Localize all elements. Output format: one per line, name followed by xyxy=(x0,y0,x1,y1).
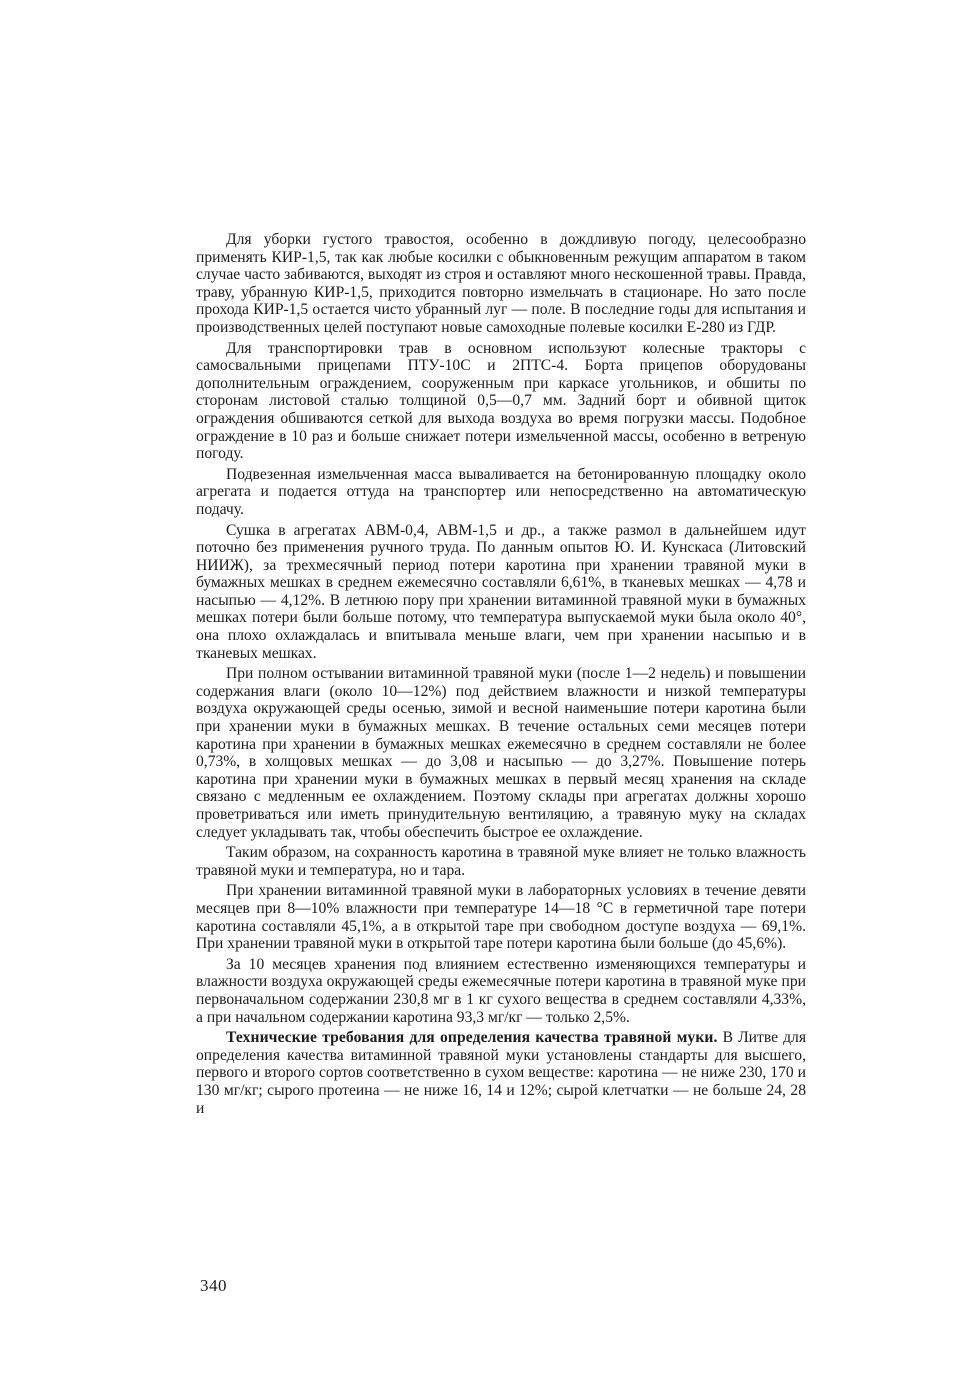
paragraph: При полном остывании витаминной травяной муки (после 1—2 недель) и повышении содержания влаги (около 10—12%) под действием влажности и низкой температуры воздуха окружающей среды осенью, зимой и весной наименьшие потери каротина были при хранении муки в бумажных мешках. В течение остальных семи месяцев потери каротина при хранении в бумажных мешках ежемесячно в среднем составляли не более 0,73%, в холщовых мешках — до 3,08 и насыпью — до 3,27%. Повышение потерь каротина при хранении муки в бумажных мешках в первый месяц хранения на складе связано с медленным ее охлаждением. Поэтому склады при агрегатах должны хорошо проветриваться или иметь принудительную вентиляцию, а травяную муку на складах следует укладывать так, чтобы обеспечить быстрое ее охлаждение. xyxy=(196,665,806,841)
paragraph: Подвезенная измельченная масса вываливается на бетонированную площадку около агрегата и подается оттуда на транспортер или непосредственно на автоматическую подачу. xyxy=(196,465,806,518)
paragraph: Сушка в агрегатах АВМ-0,4, АВМ-1,5 и др., а также размол в дальнейшем идут поточно без применения ручного труда. По данным опытов Ю. И. Кунскаса (Литовский НИИЖ), за трехмесячный период потери каротина при хранении травяной муки в бумажных мешках в среднем ежемесячно составляли 6,61%, в тканевых мешках — 4,78 и насыпью — 4,12%. В летнюю пору при хранении витаминной травяной муки в бумажных мешках потери были больше потому, что температура выпускаемой муки была около 40°, она плохо охлаждалась и впитывала меньше влаги, чем при хранении насыпью и в тканевых мешках. xyxy=(196,521,806,662)
page-number: 340 xyxy=(200,1276,227,1295)
paragraph: Для уборки густого травостоя, особенно в дождливую погоду, целесообразно применять КИР-1,5, так как любые косилки с обыкновенным режущим аппаратом в таком случае часто забиваются, выходят из строя и оставляют много нескошенной травы. Правда, траву, убранную КИР-1,5, приходится повторно измельчать в стационаре. Но зато после прохода КИР-1,5 остается чисто убранный луг — поле. В последние годы для испытания и производственных целей поступают новые самоходные полевые косилки Е-280 из ГДР. xyxy=(196,231,806,336)
section-text: В Литве для определения качества витаминной травяной муки установлены стандарты для высшего, первого и второго сортов соответственно в сухом веществе: каротина — не ниже 230, 170 и 130 мг/кг; сырого протеина — не ниже 16, 14 и 12%; сырой клетчатки — не больше 24, 28 и xyxy=(196,1029,806,1117)
paragraph: При хранении витаминной травяной муки в лабораторных условиях в течение девяти месяцев при 8—10% влажности при температуре 14—18 °C в герметичной таре потери каротина составляли 45,1%, а в открытой таре при свободном доступе воздуха — 69,1%. При хранении травяной муки в открытой таре потери каротина были больше (до 45,6%). xyxy=(196,882,806,953)
paragraph: Для транспортировки трав в основном используют колесные тракторы с самосвальными прицепами ПТУ-10С и 2ПТС-4. Борта прицепов оборудованы дополнительным ограждением, сооруженным при каркасе угольников, и обшиты по сторонам листовой сталью толщиной 0,5—0,7 мм. Задний борт и обивной щиток ограждения обшиваются сеткой для выхода воздуха во время погрузки массы. Подобное ограждение в 10 раз и больше снижает потери измельченной массы, особенно в ветреную погоду. xyxy=(196,339,806,463)
section-title: Технические требования для определения качества травяной муки. xyxy=(226,1029,718,1047)
section-paragraph xyxy=(196,1029,806,1117)
paragraph: Таким образом, на сохранность каротина в травяной муке влияет не только влажность травяной муки и температура, но и тара. xyxy=(196,844,806,879)
page-body xyxy=(196,231,806,1120)
paragraph: За 10 месяцев хранения под влиянием естественно изменяющихся температуры и влажности воздуха окружающей среды ежемесячные потери каротина в травяной муке при первоначальном содержании 230,8 мг в 1 кг сухого вещества в среднем составляли 4,33%, а при начальном содержании каротина 93,3 мг/кг — только 2,5%. xyxy=(196,955,806,1026)
